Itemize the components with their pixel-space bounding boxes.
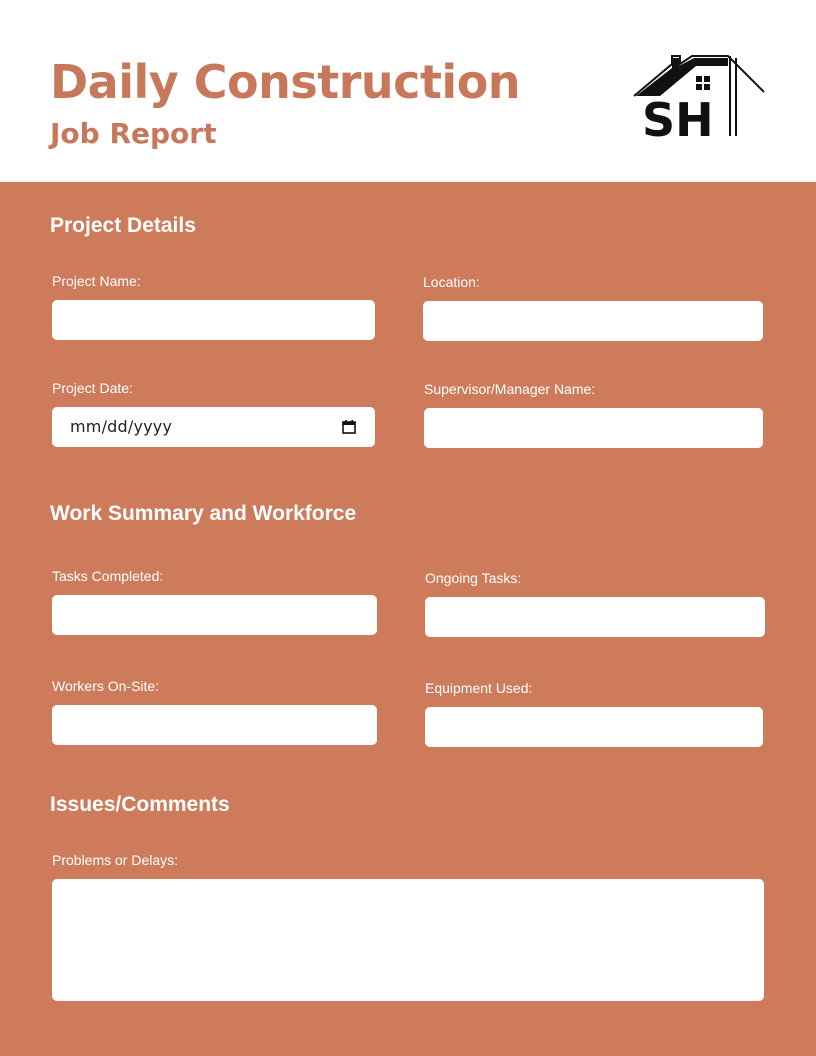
project-date-label: Project Date: bbox=[52, 380, 133, 396]
section-title-issues: Issues/Comments bbox=[50, 793, 230, 816]
project-name-input[interactable] bbox=[52, 300, 375, 340]
ongoing-tasks-label: Ongoing Tasks: bbox=[425, 570, 522, 586]
report-form bbox=[0, 182, 816, 1056]
equipment-input[interactable] bbox=[425, 707, 763, 747]
report-header bbox=[0, 0, 816, 182]
project-date-input[interactable] bbox=[52, 407, 375, 447]
location-input[interactable] bbox=[423, 301, 763, 341]
house-logo-icon bbox=[632, 52, 768, 142]
supervisor-input[interactable] bbox=[424, 408, 763, 448]
calendar-icon[interactable] bbox=[341, 419, 357, 435]
problems-textarea[interactable] bbox=[52, 879, 764, 1001]
section-title-project-details: Project Details bbox=[50, 214, 196, 237]
project-date-placeholder: mm/dd/yyyy bbox=[70, 417, 173, 436]
problems-label: Problems or Delays: bbox=[52, 852, 179, 868]
svg-text:SH: SH bbox=[642, 93, 714, 142]
ongoing-tasks-input[interactable] bbox=[425, 597, 765, 637]
equipment-label: Equipment Used: bbox=[425, 680, 533, 696]
section-title-work-summary: Work Summary and Workforce bbox=[50, 502, 357, 525]
project-name-label: Project Name: bbox=[52, 273, 141, 289]
workers-label: Workers On-Site: bbox=[52, 678, 160, 694]
supervisor-label: Supervisor/Manager Name: bbox=[424, 381, 596, 397]
workers-input[interactable] bbox=[52, 705, 377, 745]
page-title: Daily Construction bbox=[50, 55, 521, 109]
location-label: Location: bbox=[423, 274, 480, 290]
tasks-completed-label: Tasks Completed: bbox=[52, 568, 164, 584]
tasks-completed-input[interactable] bbox=[52, 595, 377, 635]
page-subtitle: Job Report bbox=[50, 117, 217, 150]
